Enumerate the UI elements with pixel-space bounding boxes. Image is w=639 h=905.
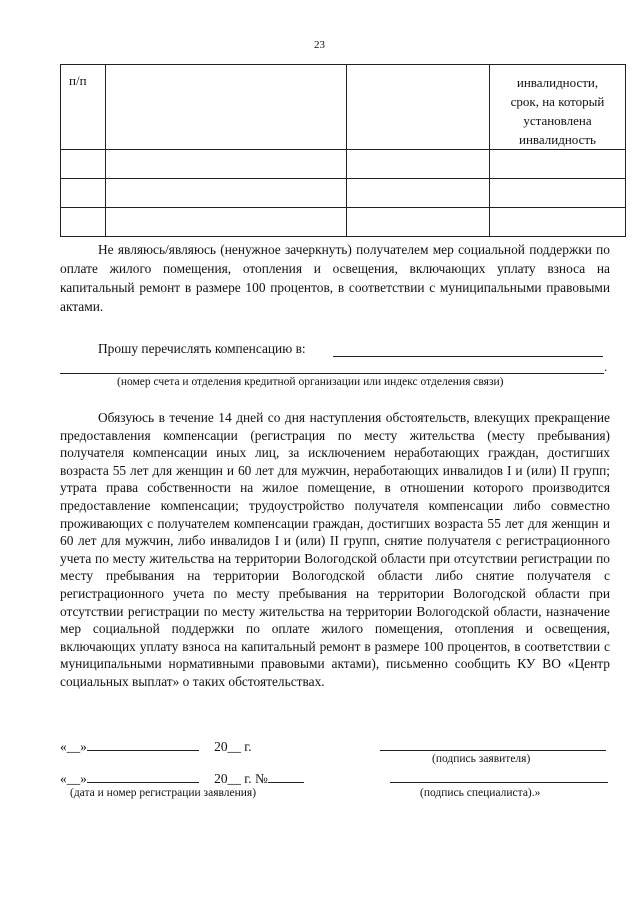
table-row (61, 179, 626, 208)
date-field[interactable] (87, 736, 199, 751)
date-year: 20__ г. (214, 739, 252, 754)
header-cell-number: п/п (61, 65, 106, 150)
table-cell[interactable] (61, 179, 106, 208)
date-line-applicant (60, 736, 252, 755)
table-cell[interactable] (490, 150, 626, 179)
table-row (61, 208, 626, 237)
header-line: установлена (523, 113, 592, 128)
applicant-signature-caption: (подпись заявителя) (432, 753, 531, 765)
header-cell-name (106, 65, 347, 150)
table-cell[interactable] (106, 208, 347, 237)
table-header-row (61, 65, 626, 150)
table-cell[interactable] (61, 150, 106, 179)
recipient-status-paragraph: Не являюсь/являюсь (ненужное зачеркнуть) получателем мер социальной поддержки по оплате жилого помещения, отопления и освещения, включающих уплату взноса на капитальный ремонт в размере 100 процентов, в соответствии с муниципальными правовыми актами. (60, 242, 610, 314)
specialist-signature-field[interactable] (390, 782, 608, 783)
table-cell[interactable] (490, 208, 626, 237)
date-year-number: 20__ г. № (214, 771, 268, 786)
header-cell-disability (490, 65, 626, 150)
header-line: инвалидности, (516, 75, 599, 90)
table-cell[interactable] (347, 150, 490, 179)
table-cell[interactable] (106, 150, 347, 179)
line-end-mark: . (604, 359, 608, 374)
date-quote: «__» (60, 771, 87, 786)
compensation-account-field-continued[interactable] (60, 373, 604, 374)
registration-number-field[interactable] (268, 768, 304, 783)
table-cell[interactable] (106, 179, 347, 208)
applicant-table (60, 64, 626, 237)
date-line-registration (60, 768, 304, 787)
table-cell[interactable] (347, 179, 490, 208)
table-cell[interactable] (347, 208, 490, 237)
account-caption: (номер счета и отделения кредитной организации или индекс отделения связи) (117, 376, 504, 388)
obligation-paragraph: Обязуюсь в течение 14 дней со дня наступления обстоятельств, влекущих прекращение предоставления компенсации (регистрация по месту жительства (месту пребывания) получателя компенсации иных лиц, за исключением неработающих граждан, достигших возраста 55 лет для женщин и 60 лет для мужчин, неработающих инвалидов I и (или) II групп; утрата права собственности на жилое помещение, в отношении которого производится предоставление компенсации; трудоустройство получателя компенсации либо совместно проживающих с получателем компенсации граждан, достигших возраста 55 лет для женщин и 60 лет для мужчин, либо инвалидов I и (или) II групп, снятие получателя с регистрационного учета по месту жительства на территории Вологодской области при отсутствии регистрации по месту пребывания на территории Вологодской области либо снятие получателя с регистрационного учета по месту пребывания на территории Вологодской области при отсутствии регистрации по месту жительства на территории Вологодской области, назначение мер социальной поддержки по оплате жилого помещения, отопления и освещения, включающих уплату взноса на капитальный ремонт в размере 100 процентов, в соответствии с муниципальными нормативными правовыми актами), письменно сообщить КУ ВО «Центр социальных выплат» о таких обстоятельствах. (60, 410, 610, 689)
table-cell[interactable] (490, 179, 626, 208)
page-number: 23 (314, 39, 325, 51)
compensation-account-field[interactable] (333, 356, 603, 357)
header-cell-mid (347, 65, 490, 150)
table-cell[interactable] (61, 208, 106, 237)
table-row (61, 150, 626, 179)
compensation-request-label: Прошу перечислять компенсацию в: (98, 341, 306, 356)
header-line: срок, на который (510, 94, 605, 109)
header-line: инвалидность (519, 132, 596, 147)
registration-caption: (дата и номер регистрации заявления) (70, 787, 257, 799)
applicant-signature-field[interactable] (380, 750, 606, 751)
specialist-signature-caption: (подпись специалиста).» (420, 787, 541, 799)
date-quote: «__» (60, 739, 87, 754)
date-field[interactable] (87, 768, 199, 783)
